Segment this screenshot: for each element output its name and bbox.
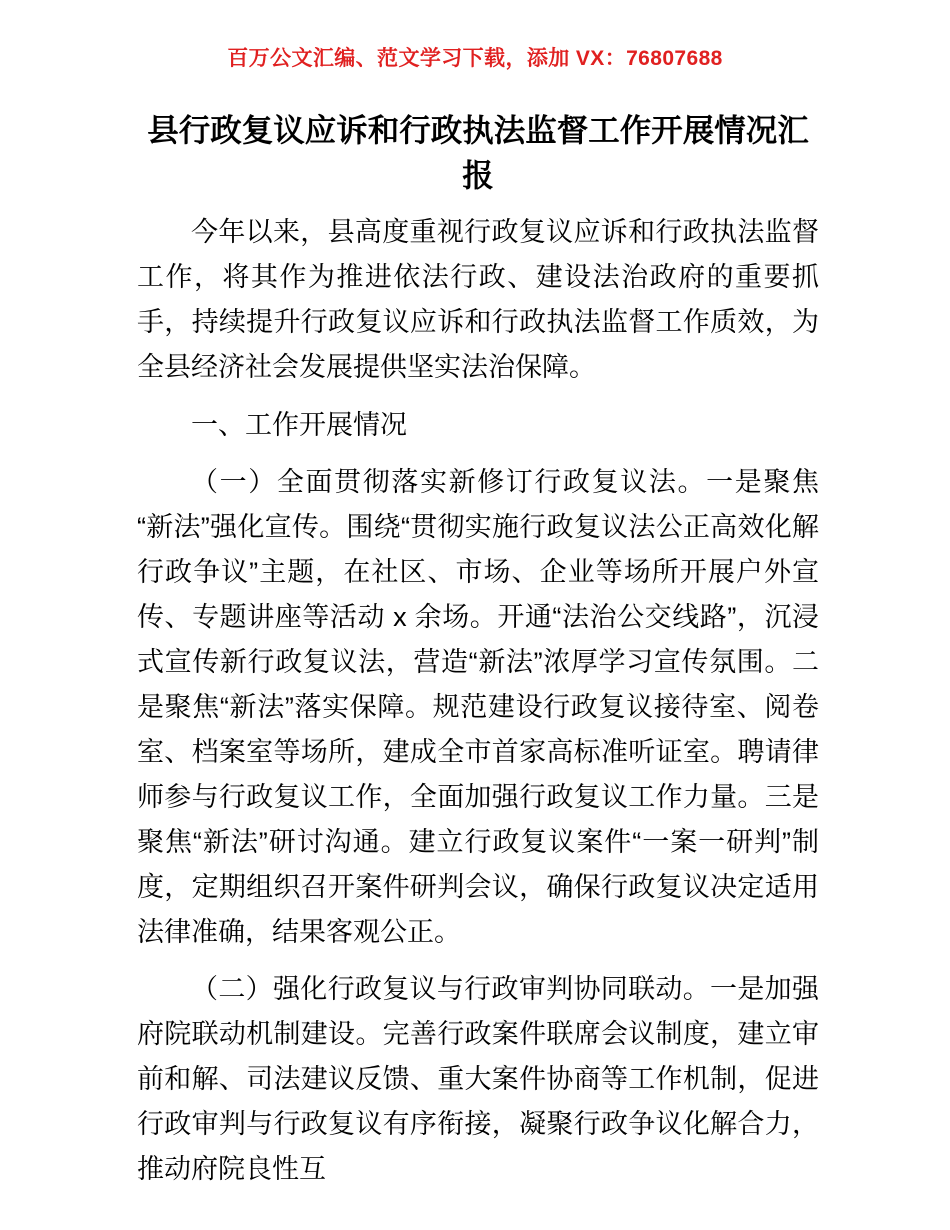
document-content xyxy=(137,108,819,1192)
paragraph-item-1-1: （一）全面贯彻落实新修订行政复议法。一是聚焦“新法”强化宣传。围绕“贯彻实施行政复议法公正高效化解行政争议”主题，在社区、市场、企业等场所开展户外宣传、专题讲座等活动 x 余场。开通“法治公交线路”，沉浸式宣传新行政复议法，营造“新法”浓厚学习宣传氛围。二是聚焦“新法”落实保障。规范建设行政复议接待室、阅卷室、档案室等场所，建成全市首家高标准听证室。聘请律师参与行政复议工作，全面加强行政复议工作力量。三是聚焦“新法”研讨沟通。建立行政复议案件“一案一研判”制度，定期组织召开案件研判会议，确保行政复议决定适用法律准确，结果客观公正。 xyxy=(137,467,819,947)
section-heading-1: 一、工作开展情况 xyxy=(191,410,407,440)
promo-watermark-banner xyxy=(0,48,950,69)
paragraph-intro: 今年以来，县高度重视行政复议应诉和行政执法监督工作，将其作为推进依法行政、建设法治政府的重要抓手，持续提升行政复议应诉和行政执法监督工作质效，为全县经济社会发展提供坚实法治保障。 xyxy=(137,217,819,382)
page-title: 县行政复议应诉和行政执法监督工作开展情况汇报 xyxy=(147,112,809,193)
paragraph-item-1-2: （二）强化行政复议与行政审判协同联动。一是加强府院联动机制建设。完善行政案件联席会议制度，建立审前和解、司法建议反馈、重大案件协商等工作机制，促进行政审判与行政复议有序衔接，凝聚行政争议化解合力，推动府院良性互 xyxy=(137,974,819,1184)
promo-watermark-text: 百万公文汇编、范文学习下载，添加 VX：76807688 xyxy=(227,47,723,70)
